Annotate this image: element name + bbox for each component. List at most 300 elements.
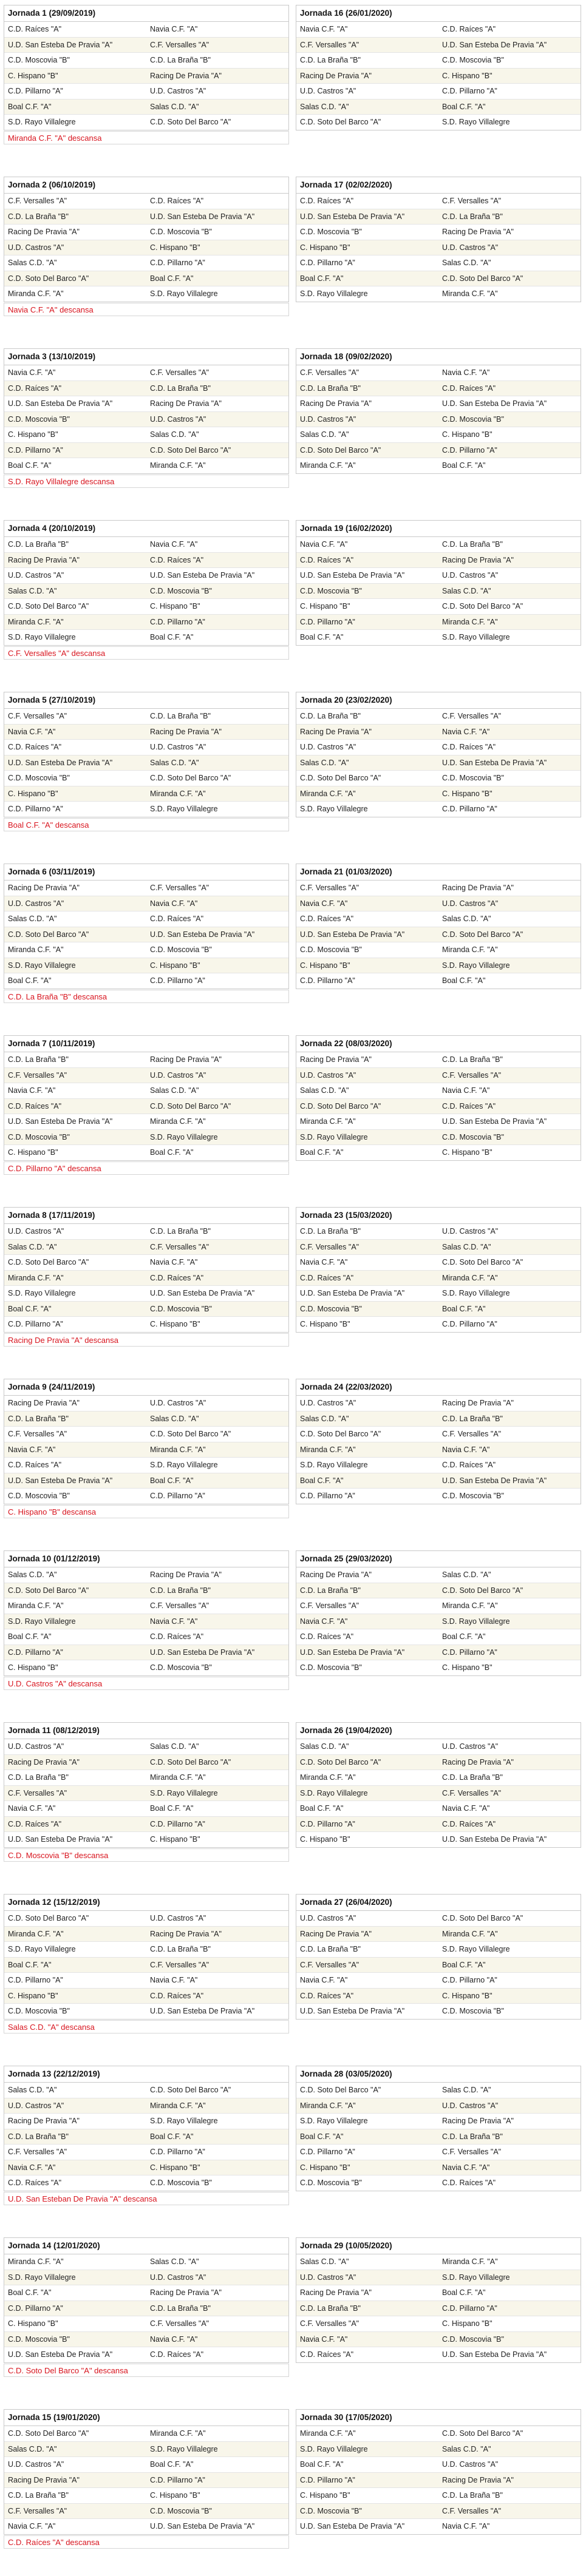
match-row <box>296 255 581 271</box>
match-row <box>296 271 581 287</box>
home-team: Racing De Pravia "A" <box>8 2475 80 2484</box>
match-row <box>296 1739 581 1755</box>
match-row <box>296 1271 581 1286</box>
home-team: C.D. Pillarno "A" <box>300 259 355 267</box>
away-team: Boal C.F. "A" <box>150 633 194 641</box>
home-team: Salas C.D. "A" <box>8 2444 57 2453</box>
jornada-title: Jornada 23 (15/03/2020) <box>296 1208 581 1224</box>
match-row <box>296 2114 581 2129</box>
match-row <box>296 365 581 381</box>
away-team: Navia C.F. "A" <box>442 2163 490 2172</box>
match-row <box>4 1817 288 1833</box>
away-team: C.D. Pillarno "A" <box>150 1819 205 1828</box>
home-team: C. Hispano "B" <box>300 961 350 970</box>
match-row <box>296 881 581 896</box>
home-team: C.D. Soto Del Barco "A" <box>8 1586 89 1595</box>
home-team: C.D. Moscovia "B" <box>300 2506 362 2515</box>
match-row <box>296 209 581 225</box>
away-team: S.D. Rayo Villalegre <box>442 961 510 970</box>
match-row <box>4 2145 288 2160</box>
away-team: C.D. Raíces "A" <box>442 2179 496 2187</box>
match-row <box>296 1629 581 1645</box>
jornada-table <box>296 864 581 989</box>
jornada-title: Jornada 17 (02/02/2020) <box>296 177 581 194</box>
round-block <box>0 1717 586 1889</box>
home-team: Miranda C.F. "A" <box>8 2257 64 2266</box>
home-team: C.F. Versalles "A" <box>8 2148 67 2156</box>
away-team: C. Hispano "B" <box>442 789 492 798</box>
rest-team-notice: Boal C.F. "A" descansa <box>4 818 289 831</box>
away-team: U.D. San Esteba De Pravia "A" <box>150 1648 255 1657</box>
match-row <box>296 1114 581 1130</box>
round-block <box>0 1889 586 2061</box>
home-team: C.D. Raíces "A" <box>300 914 354 923</box>
match-row <box>296 194 581 209</box>
away-team: C.D. Pillarno "A" <box>150 259 205 267</box>
match-row <box>4 1911 288 1927</box>
match-row <box>4 1645 288 1661</box>
away-team: C.F. Versalles "A" <box>150 1601 210 1610</box>
away-team: U.D. Castros "A" <box>442 1742 499 1751</box>
match-row <box>296 1473 581 1489</box>
home-team: U.D. San Esteba De Pravia "A" <box>300 212 405 221</box>
home-team: Racing De Pravia "A" <box>300 1055 372 1064</box>
home-team: C.F. Versalles "A" <box>8 197 67 205</box>
match-row <box>296 115 581 130</box>
match-row <box>4 927 288 943</box>
jornada-table <box>296 1894 581 2020</box>
match-row <box>4 2270 288 2286</box>
match-row <box>296 1614 581 1630</box>
away-team: C.D. Raíces "A" <box>150 197 204 205</box>
away-team: Racing De Pravia "A" <box>150 1570 222 1579</box>
match-row <box>4 2129 288 2145</box>
match-row <box>296 1489 581 1504</box>
away-team: C.F. Versalles "A" <box>442 1070 502 1080</box>
match-row <box>4 537 288 553</box>
rest-team-notice: Racing De Pravia "A" descansa <box>4 1333 289 1347</box>
match-row <box>4 958 288 974</box>
match-row <box>4 1614 288 1630</box>
home-team: U.D. Castros "A" <box>8 2460 64 2469</box>
home-team: C.D. Pillarno "A" <box>8 1320 63 1328</box>
home-team: C.D. Pillarno "A" <box>8 2304 63 2313</box>
home-team: C.D. Raíces "A" <box>300 2350 354 2359</box>
away-team: C.D. Pillarno "A" <box>150 2148 205 2156</box>
home-team: Racing De Pravia "A" <box>8 555 80 564</box>
match-row <box>296 615 581 630</box>
away-team: Navia C.F. "A" <box>442 727 490 736</box>
away-team: Boal C.F. "A" <box>442 976 486 985</box>
jornada-title: Jornada 6 (03/11/2019) <box>4 864 288 881</box>
away-team: U.D. San Esteba De Pravia "A" <box>442 758 547 767</box>
away-team: C.D. Raíces "A" <box>150 914 204 923</box>
away-team: Boal C.F. "A" <box>442 461 486 470</box>
home-team: U.D. San Esteba De Pravia "A" <box>300 571 405 580</box>
home-team: Racing De Pravia "A" <box>300 1929 372 1938</box>
jornada-table <box>296 177 581 302</box>
rest-team-notice: C.D. Moscovia "B" descansa <box>4 1848 289 1862</box>
match-row <box>296 2270 581 2286</box>
home-team: Salas C.D. "A" <box>8 1570 57 1579</box>
jornada-table <box>296 1035 581 1161</box>
away-team: Boal C.F. "A" <box>442 102 486 111</box>
match-row <box>4 881 288 896</box>
home-team: C. Hispano "B" <box>8 1663 58 1672</box>
match-row <box>296 927 581 943</box>
away-team: S.D. Rayo Villalegre <box>442 1945 510 1953</box>
match-row <box>4 1832 288 1847</box>
home-team: Boal C.F. "A" <box>8 461 52 470</box>
match-row <box>296 2175 581 2191</box>
match-row <box>4 1411 288 1427</box>
home-team: C.D. La Braña "B" <box>8 1414 69 1423</box>
match-row <box>4 1240 288 1256</box>
match-row <box>4 38 288 53</box>
match-row <box>4 1427 288 1442</box>
home-team: C.D. Moscovia "B" <box>300 945 362 954</box>
away-team: S.D. Rayo Villalegre <box>150 2444 218 2453</box>
home-team: C.D. Moscovia "B" <box>8 1132 70 1141</box>
match-row <box>4 2442 288 2458</box>
home-team: C.F. Versalles "A" <box>8 1788 67 1797</box>
home-team: C. Hispano "B" <box>8 71 58 80</box>
home-team: Navia C.F. "A" <box>300 25 348 33</box>
away-team: C.D. Raíces "A" <box>150 1991 204 2000</box>
away-team: C.D. Soto Del Barco "A" <box>150 445 231 455</box>
away-team: S.D. Rayo Villalegre <box>150 1461 218 1469</box>
away-team: C.F. Versalles "A" <box>150 368 210 377</box>
match-row <box>4 2519 288 2534</box>
away-team: Miranda C.F. "A" <box>442 1273 498 1282</box>
match-row <box>296 1770 581 1786</box>
match-row <box>296 2488 581 2504</box>
away-team: C. Hispano "B" <box>150 2163 200 2172</box>
home-team: C.D. Soto Del Barco "A" <box>8 930 89 939</box>
away-team: U.D. San Esteba De Pravia "A" <box>150 2522 255 2530</box>
home-team: C. Hispano "B" <box>8 2319 58 2328</box>
home-team: Salas C.D. "A" <box>8 1242 57 1251</box>
home-team: Salas C.D. "A" <box>300 1086 349 1095</box>
home-team: U.D. Castros "A" <box>8 243 64 252</box>
jornada-table <box>296 1722 581 1848</box>
home-team: C.D. Moscovia "B" <box>8 414 70 424</box>
jornada-title: Jornada 18 (09/02/2020) <box>296 349 581 365</box>
match-row <box>296 786 581 802</box>
home-team: Boal C.F. "A" <box>8 976 52 985</box>
home-team: C.D. Raíces "A" <box>8 1101 62 1111</box>
match-row <box>4 568 288 584</box>
away-team: C.D. Raíces "A" <box>442 1819 496 1828</box>
home-team: Racing De Pravia "A" <box>8 1757 80 1766</box>
home-team: C.D. La Braña "B" <box>300 384 361 393</box>
home-team: Navia C.F. "A" <box>300 899 348 908</box>
away-team: Racing De Pravia "A" <box>150 727 222 736</box>
match-row <box>4 100 288 115</box>
match-row <box>296 1786 581 1802</box>
match-row <box>4 786 288 802</box>
home-team: Navia C.F. "A" <box>300 1258 348 1266</box>
home-team: C.D. Soto Del Barco "A" <box>8 1914 89 1922</box>
away-team: Miranda C.F. "A" <box>150 1117 206 1126</box>
away-team: C.D. La Braña "B" <box>442 212 503 221</box>
match-row <box>296 2004 581 2019</box>
away-team: C.D. Moscovia "B" <box>442 414 504 424</box>
home-team: U.D. Castros "A" <box>8 1742 64 1751</box>
home-team: C.D. Moscovia "B" <box>8 774 70 782</box>
match-row <box>4 630 288 645</box>
away-team: C. Hispano "B" <box>442 430 492 439</box>
match-row <box>296 1286 581 1302</box>
home-team: C. Hispano "B" <box>300 243 350 252</box>
match-row <box>296 1458 581 1473</box>
match-row <box>296 412 581 428</box>
away-team: Boal C.F. "A" <box>150 1148 194 1157</box>
away-team: Navia C.F. "A" <box>150 540 198 549</box>
away-team: Navia C.F. "A" <box>442 1086 490 1095</box>
match-row <box>296 599 581 615</box>
home-team: Racing De Pravia "A" <box>300 2288 372 2297</box>
away-team: C. Hispano "B" <box>150 1320 200 1328</box>
match-row <box>4 740 288 756</box>
rest-team-notice: C.D. Soto Del Barco "A" descansa <box>4 2364 289 2377</box>
away-team: C. Hispano "B" <box>442 2319 492 2328</box>
away-team: Salas C.D. "A" <box>150 1086 199 1095</box>
home-team: Salas C.D. "A" <box>300 430 349 439</box>
jornada-table <box>4 1207 289 1333</box>
away-team: U.D. San Esteba De Pravia "A" <box>442 2350 547 2359</box>
jornada-table <box>296 692 581 817</box>
home-team: C.D. Moscovia "B" <box>300 1663 362 1672</box>
home-team: Miranda C.F. "A" <box>8 945 64 954</box>
home-team: C.D. Raíces "A" <box>300 1273 354 1282</box>
away-team: S.D. Rayo Villalegre <box>150 1788 218 1797</box>
home-team: C.D. Moscovia "B" <box>8 1492 70 1500</box>
away-team: Miranda C.F. "A" <box>442 1601 498 1610</box>
match-row <box>4 396 288 412</box>
home-team: Miranda C.F. "A" <box>8 289 64 298</box>
away-team: C.F. Versalles "A" <box>442 1430 502 1438</box>
match-row <box>296 53 581 69</box>
away-team: C.D. Soto Del Barco "A" <box>150 118 231 126</box>
away-team: C.F. Versalles "A" <box>442 2148 502 2156</box>
match-row <box>296 2504 581 2520</box>
home-team: C.D. La Braña "B" <box>8 1773 69 1782</box>
home-team: Racing De Pravia "A" <box>300 727 372 736</box>
jornada-table <box>4 5 289 130</box>
home-team: C.D. La Braña "B" <box>8 212 69 221</box>
away-team: C.D. Raíces "A" <box>442 743 496 751</box>
match-row <box>296 896 581 912</box>
away-team: Salas C.D. "A" <box>150 102 199 111</box>
match-row <box>296 1240 581 1256</box>
away-team: U.D. San Esteba De Pravia "A" <box>150 212 255 221</box>
rest-team-notice: C. Hispano "B" descansa <box>4 1505 289 1518</box>
away-team: U.D. Castros "A" <box>150 414 206 424</box>
away-team: Racing De Pravia "A" <box>150 1929 222 1938</box>
match-row <box>4 1255 288 1271</box>
away-team: S.D. Rayo Villalegre <box>150 1132 218 1141</box>
match-row <box>296 630 581 645</box>
away-team: Racing De Pravia "A" <box>442 555 514 564</box>
match-row <box>4 1801 288 1817</box>
away-team: C. Hispano "B" <box>442 71 492 80</box>
away-team: C.D. Soto Del Barco "A" <box>150 774 231 782</box>
away-team: C.D. La Braña "B" <box>150 56 211 64</box>
away-team: C.F. Versalles "A" <box>150 1242 210 1251</box>
match-row <box>296 2129 581 2145</box>
round-block <box>0 1546 586 1717</box>
away-team: Boal C.F. "A" <box>150 1804 194 1813</box>
jornada-title: Jornada 2 (06/10/2019) <box>4 177 288 194</box>
away-team: C.D. La Braña "B" <box>442 1055 503 1064</box>
match-row <box>4 1317 288 1332</box>
jornada-title: Jornada 13 (22/12/2019) <box>4 2066 288 2083</box>
away-team: C.D. Moscovia "B" <box>150 586 212 595</box>
away-team: C.D. Moscovia "B" <box>150 1663 212 1672</box>
away-team: C.D. Pillarno "A" <box>442 1320 497 1328</box>
match-row <box>4 1052 288 1068</box>
jornada-table <box>4 864 289 989</box>
away-team: Salas C.D. "A" <box>150 430 199 439</box>
match-row <box>296 1958 581 1973</box>
home-team: Navia C.F. "A" <box>300 1976 348 1984</box>
away-team: C.D. La Braña "B" <box>442 540 503 549</box>
jornada-title: Jornada 29 (10/05/2020) <box>296 2238 581 2254</box>
match-row <box>4 2098 288 2114</box>
jornada-table <box>296 520 581 646</box>
away-team: C.D. La Braña "B" <box>150 1945 211 1953</box>
round-block <box>0 0 586 172</box>
away-team: C.D. Soto Del Barco "A" <box>150 2086 231 2094</box>
away-team: U.D. Castros "A" <box>442 899 499 908</box>
home-team: Navia C.F. "A" <box>8 1804 56 1813</box>
away-team: Salas C.D. "A" <box>442 2444 491 2453</box>
away-team: U.D. Castros "A" <box>150 1070 206 1080</box>
away-team: Salas C.D. "A" <box>442 1570 491 1579</box>
home-team: S.D. Rayo Villalegre <box>300 1461 368 1469</box>
match-row <box>296 1255 581 1271</box>
match-row <box>4 709 288 725</box>
home-team: U.D. San Esteba De Pravia "A" <box>300 1289 405 1297</box>
jornada-table <box>296 2409 581 2535</box>
match-row <box>296 2160 581 2176</box>
away-team: Navia C.F. "A" <box>150 25 198 33</box>
match-row <box>4 427 288 443</box>
jornada-title: Jornada 25 (29/03/2020) <box>296 1551 581 1567</box>
home-team: U.D. San Esteba De Pravia "A" <box>300 2522 405 2530</box>
match-row <box>296 1973 581 1989</box>
jornada-table <box>4 2066 289 2191</box>
match-row <box>4 1068 288 1084</box>
jornada-table <box>4 1894 289 2020</box>
match-row <box>4 1442 288 1458</box>
match-row <box>4 2316 288 2332</box>
away-team: C.D. Moscovia "B" <box>442 2334 504 2344</box>
jornada-table <box>296 348 581 474</box>
match-row <box>4 225 288 240</box>
away-team: U.D. San Esteba De Pravia "A" <box>442 1117 547 1126</box>
home-team: S.D. Rayo Villalegre <box>8 2273 76 2282</box>
jornada-title: Jornada 9 (24/11/2019) <box>4 1379 288 1396</box>
away-team: C.D. Moscovia "B" <box>442 774 504 782</box>
jornada-title: Jornada 14 (12/01/2020) <box>4 2238 288 2254</box>
match-row <box>296 69 581 84</box>
away-team: Navia C.F. "A" <box>150 1258 198 1266</box>
away-team: S.D. Rayo Villalegre <box>150 805 218 813</box>
away-team: U.D. San Esteba De Pravia "A" <box>150 1289 255 1297</box>
away-team: C.D. Pillarno "A" <box>442 87 497 95</box>
away-team: U.D. Castros "A" <box>442 2460 499 2469</box>
home-team: C.D. Raíces "A" <box>8 743 62 751</box>
home-team: Boal C.F. "A" <box>8 102 52 111</box>
away-team: C.D. Soto Del Barco "A" <box>442 2429 523 2438</box>
match-row <box>4 365 288 381</box>
away-team: U.D. Castros "A" <box>150 1914 206 1922</box>
home-team: U.D. San Esteba De Pravia "A" <box>300 2007 405 2015</box>
home-team: U.D. Castros "A" <box>300 743 356 751</box>
home-team: U.D. San Esteba De Pravia "A" <box>8 1476 113 1485</box>
home-team: C.D. Soto Del Barco "A" <box>8 602 89 610</box>
home-team: Racing De Pravia "A" <box>300 1570 372 1579</box>
away-team: C.D. Pillarno "A" <box>442 445 497 455</box>
match-row <box>296 1145 581 1160</box>
away-team: Miranda C.F. "A" <box>442 2257 498 2266</box>
home-team: Navia C.F. "A" <box>8 727 56 736</box>
jornada-table <box>4 177 289 302</box>
away-team: U.D. Castros "A" <box>150 743 206 751</box>
home-team: Miranda C.F. "A" <box>300 461 356 470</box>
match-row <box>296 1099 581 1115</box>
away-team: C. Hispano "B" <box>442 1663 492 1672</box>
home-team: Navia C.F. "A" <box>8 1086 56 1095</box>
match-row <box>4 69 288 84</box>
match-row <box>4 2301 288 2317</box>
jornada-table <box>296 5 581 130</box>
jornada-title: Jornada 3 (13/10/2019) <box>4 349 288 365</box>
match-row <box>296 973 581 989</box>
home-team: U.D. San Esteba De Pravia "A" <box>8 1835 113 1844</box>
home-team: Racing De Pravia "A" <box>8 884 80 892</box>
away-team: Boal C.F. "A" <box>442 1960 486 1969</box>
rest-team-notice: C.F. Versalles "A" descansa <box>4 646 289 660</box>
home-team: S.D. Rayo Villalegre <box>8 1289 76 1297</box>
away-team: C.D. Raíces "A" <box>150 555 204 564</box>
away-team: U.D. Castros "A" <box>442 243 499 252</box>
away-team: Racing De Pravia "A" <box>150 2288 222 2297</box>
jornada-title: Jornada 4 (20/10/2019) <box>4 521 288 537</box>
match-row <box>296 584 581 600</box>
match-row <box>4 381 288 397</box>
match-row <box>4 2426 288 2442</box>
away-team: S.D. Rayo Villalegre <box>442 1617 510 1626</box>
match-row <box>4 1660 288 1675</box>
away-team: C.D. Soto Del Barco "A" <box>442 602 523 610</box>
away-team: C.D. Soto Del Barco "A" <box>150 1430 231 1438</box>
match-row <box>4 1224 288 1240</box>
match-row <box>296 2316 581 2332</box>
home-team: C. Hispano "B" <box>8 1148 58 1157</box>
round-block <box>0 1374 586 1546</box>
home-team: C. Hispano "B" <box>300 1835 350 1844</box>
match-row <box>4 209 288 225</box>
rest-team-notice: C.D. Pillarno "A" descansa <box>4 1161 289 1175</box>
home-team: Navia C.F. "A" <box>8 368 56 377</box>
match-row <box>296 1317 581 1332</box>
match-row <box>296 2083 581 2098</box>
match-row <box>296 2442 581 2458</box>
home-team: Navia C.F. "A" <box>300 2334 348 2344</box>
